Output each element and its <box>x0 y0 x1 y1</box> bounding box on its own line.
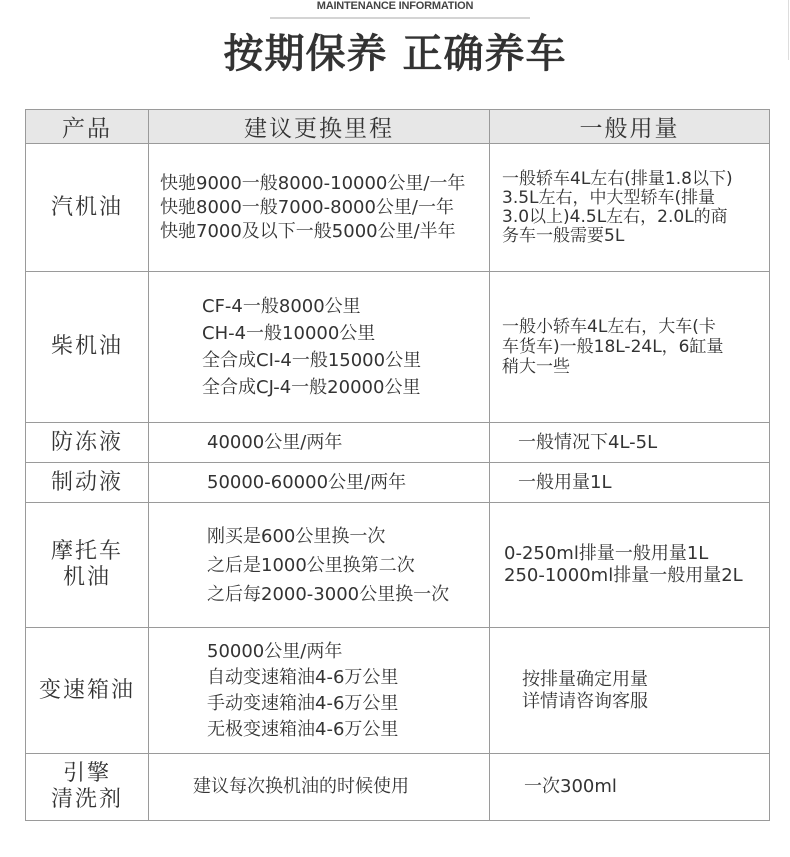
product-cell <box>26 272 149 423</box>
amount-line: 一般轿车4L左右(排量1.8以下) <box>502 168 733 189</box>
product-name: 汽机油 <box>50 194 123 220</box>
eyebrow-divider <box>270 17 530 19</box>
column-header-amount: 一般用量 <box>490 110 770 144</box>
product-cell <box>26 463 149 503</box>
amount-line: 一次300ml <box>524 776 617 797</box>
amount-cell <box>490 144 770 272</box>
amount-line: 一般用量1L <box>518 471 612 493</box>
mileage-cell <box>149 463 490 503</box>
amount-cell <box>490 503 770 628</box>
mileage-line: 50000-60000公里/两年 <box>207 471 407 493</box>
product-name: 机油 <box>62 565 111 590</box>
amount-line: 250-1000ml排量一般用量2L <box>504 565 743 586</box>
table-row <box>26 144 770 272</box>
maintenance-table <box>25 109 770 821</box>
mileage-line: 快驰9000一般8000-10000公里/一年 <box>160 172 466 194</box>
mileage-cell <box>149 423 490 463</box>
mileage-line: 手动变速箱油4-6万公里 <box>207 692 399 714</box>
mileage-line: 建议每次换机油的时候使用 <box>193 776 409 797</box>
mileage-line: 之后每2000-3000公里换一次 <box>207 583 450 605</box>
mileage-cell <box>149 272 490 423</box>
mileage-cell <box>149 503 490 628</box>
amount-line: 3.5L左右，中大型轿车(排量 <box>502 187 716 208</box>
mileage-line: 50000公里/两年 <box>207 640 343 662</box>
product-cell <box>26 754 149 821</box>
product-name: 制动液 <box>50 469 123 495</box>
mileage-cell <box>149 628 490 754</box>
amount-line: 务车一般需要5L <box>502 225 625 246</box>
amount-cell <box>490 754 770 821</box>
product-name: 摩托车 <box>50 539 123 564</box>
amount-line: 一般情况下4L-5L <box>518 431 658 453</box>
amount-line: 一般小轿车4L左右，大车(卡 <box>502 317 716 337</box>
amount-cell <box>490 272 770 423</box>
mileage-line: 之后是1000公里换第二次 <box>207 554 415 576</box>
table-row <box>26 463 770 503</box>
amount-cell <box>490 423 770 463</box>
eyebrow-text: MAINTENANCE INFORMATION <box>316 0 474 12</box>
product-cell <box>26 628 149 754</box>
product-name: 清洗剂 <box>50 787 123 812</box>
mileage-line: CH-4一般10000公里 <box>202 323 376 344</box>
column-header-mileage: 建议更换里程 <box>149 110 490 144</box>
mileage-line: 40000公里/两年 <box>207 431 343 453</box>
amount-cell <box>490 628 770 754</box>
mileage-line: 全合成CJ-4一般20000公里 <box>202 377 421 398</box>
mileage-line: 刚买是600公里换一次 <box>207 525 386 547</box>
amount-line: 稍大一些 <box>502 357 570 377</box>
table-header-row <box>26 110 770 144</box>
amount-line: 0-250ml排量一般用量1L <box>504 543 709 564</box>
product-cell <box>26 144 149 272</box>
table-row <box>26 754 770 821</box>
table-row <box>26 272 770 423</box>
amount-cell <box>490 463 770 503</box>
product-name: 引擎 <box>62 761 111 786</box>
mileage-line: 自动变速箱油4-6万公里 <box>207 666 399 688</box>
amount-line: 详情请咨询客服 <box>522 690 648 712</box>
table-row <box>26 423 770 463</box>
product-cell <box>26 423 149 463</box>
product-name: 柴机油 <box>50 334 123 359</box>
mileage-line: 快驰8000一般7000-8000公里/一年 <box>160 196 454 218</box>
mileage-line: 无极变速箱油4-6万公里 <box>207 718 399 740</box>
product-cell <box>26 503 149 628</box>
amount-line: 车货车)一般18L-24L，6缸量 <box>502 337 724 357</box>
product-name: 防冻液 <box>50 429 123 455</box>
amount-line: 3.0以上)4.5L左右，2.0L的商 <box>502 206 728 227</box>
amount-line: 按排量确定用量 <box>522 668 648 690</box>
mileage-cell <box>149 754 490 821</box>
page-title: 按期保养 正确养车 <box>223 31 567 77</box>
mileage-line: 全合成CI-4一般15000公里 <box>202 350 422 371</box>
product-name: 变速箱油 <box>38 677 135 703</box>
column-header-product: 产品 <box>26 110 149 144</box>
table-row <box>26 503 770 628</box>
mileage-line: CF-4一般8000公里 <box>202 296 361 317</box>
mileage-line: 快驰7000及以下一般5000公里/半年 <box>160 220 456 242</box>
mileage-cell <box>149 144 490 272</box>
table-row <box>26 628 770 754</box>
